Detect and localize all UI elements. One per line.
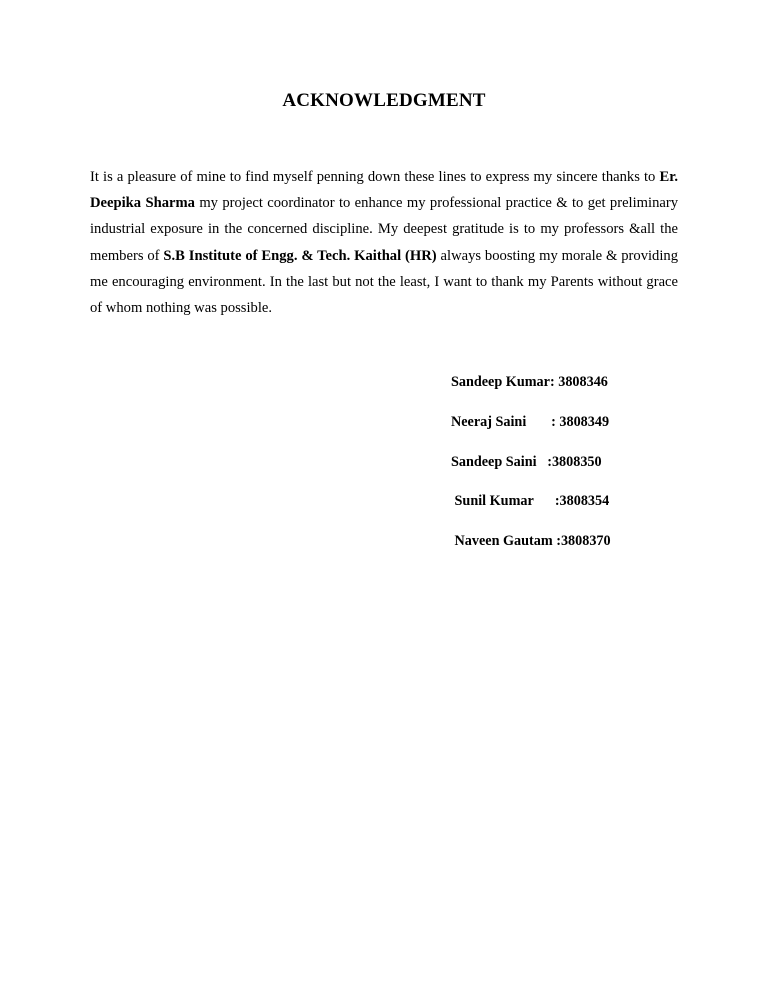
signatory-id: 3808349: [559, 414, 610, 430]
page-title: ACKNOWLEDGMENT: [282, 90, 486, 111]
signatory-separator: :: [526, 414, 560, 430]
signatory-name: Sandeep Saini: [451, 454, 537, 470]
signatory-separator: :: [552, 533, 561, 549]
paragraph-text-3: always boosting my morale & providing me encouraging environment. In the last but not the least, I want to thank my Parents without grace of whom nothing was possible.: [90, 247, 678, 317]
signatory-id: 3808370: [560, 533, 611, 549]
paragraph-text-2: my project coordinator to enhance my professional practice & to get preliminary industrial exposure in the concerned discipline. My deepest gratitude is to my professors &all the members of: [90, 195, 678, 264]
signatory-name: Neeraj Saini: [451, 414, 527, 430]
signatory-name: Naveen Gautam: [451, 533, 553, 549]
paragraph-text-1: It is a pleasure of mine to find myself penning down these lines to express my sincere thanks to: [90, 169, 660, 185]
signatory-id: 3808346: [558, 374, 608, 390]
signatory-line: [451, 374, 608, 391]
coordinator-name: Er. Deepika Sharma: [90, 169, 678, 212]
signatory-line: [451, 414, 609, 431]
signatory-id: 3808350: [551, 454, 602, 470]
signatory-separator: :: [549, 374, 559, 390]
signatory-line: [451, 454, 602, 471]
signatory-separator: :: [536, 454, 552, 470]
signatory-line: [451, 493, 609, 510]
signatory-name: Sunil Kumar: [451, 493, 534, 509]
acknowledgment-paragraph: [90, 164, 678, 321]
signatory-line: [451, 533, 611, 550]
signatory-name: Sandeep Kumar: [451, 374, 550, 390]
institute-name: S.B Institute of Engg. & Tech. Kaithal (HR): [163, 247, 437, 264]
signatory-separator: :: [533, 493, 560, 509]
signatory-id: 3808354: [559, 493, 610, 509]
